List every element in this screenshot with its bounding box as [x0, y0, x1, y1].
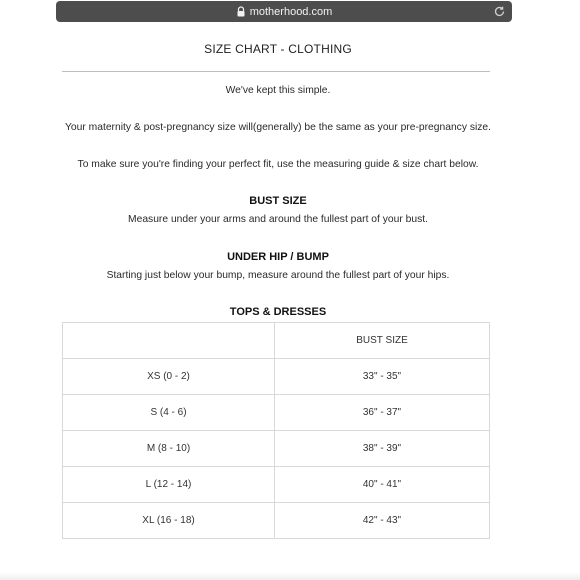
bottom-edge: [0, 572, 580, 580]
address-bar[interactable]: [56, 1, 512, 22]
size-cell: S (4 - 6): [63, 395, 275, 431]
reload-icon[interactable]: [493, 5, 506, 18]
bust-cell: 33" - 35": [275, 359, 490, 395]
size-chart-table: [62, 322, 490, 539]
measuring-guide-text: To make sure you're finding your perfect fit, use the measuring guide & size chart below.: [77, 159, 479, 170]
title-divider: [62, 71, 490, 72]
table-row: [63, 395, 490, 431]
size-cell: XS (0 - 2): [63, 359, 275, 395]
lock-icon: [236, 6, 246, 17]
bust-cell: 38" - 39": [275, 431, 490, 467]
intro-text: We've kept this simple.: [225, 85, 331, 96]
bust-size-instructions: Measure under your arms and around the fullest part of your bust.: [128, 214, 428, 225]
under-hip-heading: UNDER HIP / BUMP: [227, 251, 329, 263]
browser-top-bar: [0, 0, 580, 26]
bust-cell: 42" - 43": [275, 503, 490, 539]
table-row: [63, 467, 490, 503]
size-note-text: Your maternity & post-pregnancy size will(generally) be the same as your pre-pregnancy size.: [65, 122, 491, 133]
under-hip-instructions: Starting just below your bump, measure around the fullest part of your hips.: [106, 270, 450, 281]
size-cell: XL (16 - 18): [63, 503, 275, 539]
table-row: [63, 359, 490, 395]
table-header-bust-size: BUST SIZE: [275, 323, 490, 359]
table-row: [63, 431, 490, 467]
url-text: motherhood.com: [249, 5, 333, 18]
page-title: SIZE CHART - CLOTHING: [204, 42, 352, 56]
size-cell: M (8 - 10): [63, 431, 275, 467]
table-header-size: [63, 323, 275, 359]
size-cell: L (12 - 14): [63, 467, 275, 503]
bust-size-heading: BUST SIZE: [249, 195, 307, 207]
table-header-row: [63, 323, 490, 359]
bust-cell: 36" - 37": [275, 395, 490, 431]
table-row: [63, 503, 490, 539]
bust-cell: 40" - 41": [275, 467, 490, 503]
tops-dresses-heading: TOPS & DRESSES: [229, 306, 327, 318]
